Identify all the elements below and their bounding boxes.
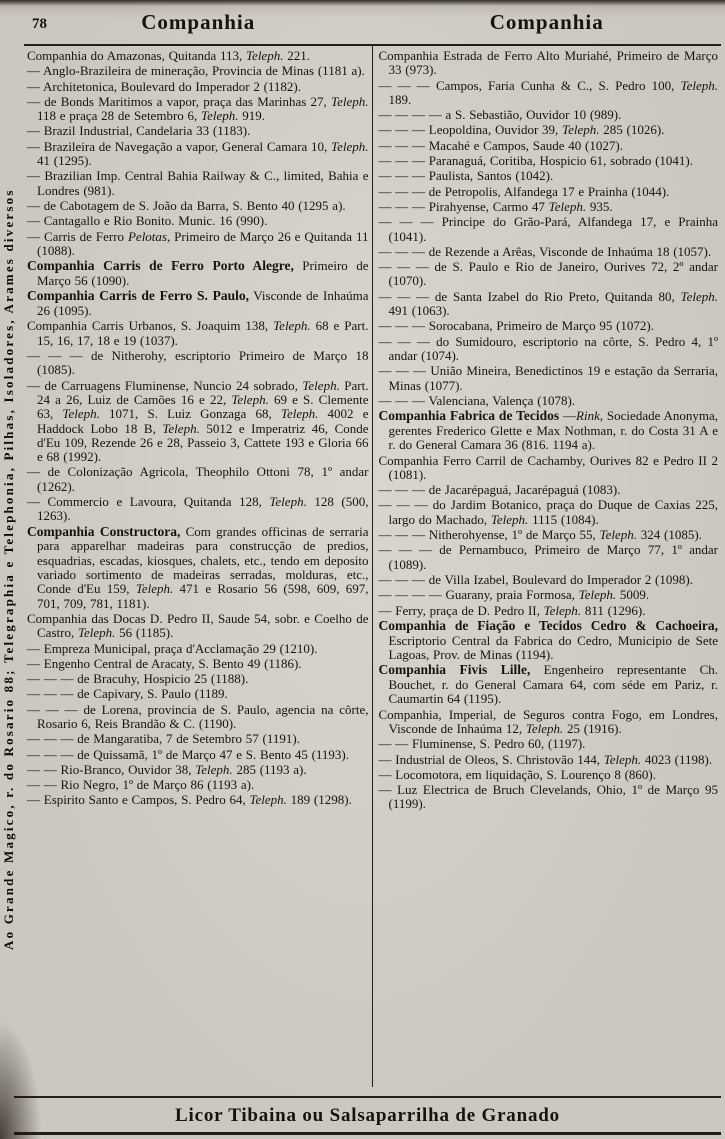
entry-text: — Luz Electrica de Bruch Clevelands, Ohio, 1º de Março 95 (1199). — [378, 782, 718, 812]
entry-text: — — — de Nitherohy, escriptorio Primeiro de Março 18 (1085). — [27, 348, 369, 378]
entry-text: 56 (1185). — [115, 625, 174, 641]
directory-entry — [379, 483, 719, 497]
footer-rule-bottom — [14, 1132, 721, 1135]
entry-text: 491 (1063). — [388, 303, 450, 319]
entry-text: — — — do Jardim Botanico, praça do Duque de Caxias 225, largo do Machado, — [378, 497, 718, 527]
entry-text: Rink — [576, 408, 600, 424]
entry-text: — — — de Lorena, provincia de S. Paulo, agencia na côrte, Rosario 6, Reis Brandão & C. (1190). — [27, 701, 369, 731]
entry-text: — — — Valenciana, Valença (1078). — [378, 392, 576, 408]
entry-text: — — — de Petropolis, Alfandega 17 e Prainha (1044). — [378, 183, 670, 199]
directory-entry — [379, 169, 719, 183]
directory-entry — [379, 335, 719, 364]
entry-text: 285 (1193 a). — [232, 761, 307, 777]
entry-text: 471 e Rosario 56 (598, 609, 697, 701, 709, 781, 1181). — [37, 581, 369, 611]
entry-text: — — — Paulista, Santos (1042). — [378, 168, 554, 184]
directory-entry — [27, 349, 369, 378]
entry-text: — — — de S. Paulo e Rio de Janeiro, Ourives 72, 2º andar (1070). — [378, 259, 718, 289]
entry-text: 221. — [283, 48, 310, 63]
left-column — [24, 46, 373, 1087]
entry-text: 189. — [388, 91, 412, 107]
entry-text: 1071, S. Luiz Gonzaga 68, — [99, 406, 281, 422]
entry-text: — — — de Bracuhy, Hospicio 25 (1188). — [27, 671, 249, 687]
entry-text: 919. — [238, 108, 265, 124]
entry-text: Companhia Fabrica de Tecidos — [378, 408, 560, 424]
directory-entry — [27, 525, 369, 611]
entry-text: Companhia Constructora, — [27, 523, 181, 539]
entry-text: , Sociedade Anonyma, gerentes Frederico Glette e Max Nothman, r. do Costa 31 A e r. do General Camara 36 (816. 1194 a). — [388, 408, 718, 453]
directory-entry — [27, 778, 369, 792]
entry-text: Teleph. — [249, 792, 287, 808]
directory-entry — [379, 768, 719, 782]
entry-text: — — — Leopoldina, Ouvidor 39, — [378, 122, 563, 138]
entry-text: Teleph. — [135, 581, 174, 597]
entry-text: — — — de Santa Izabel do Rio Preto, Quitanda 80, — [378, 288, 681, 304]
directory-entry — [379, 619, 719, 662]
directory-entry — [27, 64, 369, 78]
entry-text: Part. 24 a 26, Luiz de Camões 16 e 22, — [37, 377, 369, 407]
directory-entry — [27, 199, 369, 213]
directory-entry — [27, 49, 369, 63]
entry-text: Companhia de Fiação e Tecidos Cedro & Cachoeira, — [378, 617, 718, 633]
entry-text: — — — Nitherohyense, 1º de Março 55, — [378, 527, 600, 543]
entry-text: Engenheiro representante Ch. Bouchet, r. do General Camara 64, com séde em Pariz, r. Caumartin 64 (1195). — [388, 662, 718, 707]
directory-entry — [379, 154, 719, 168]
running-head-left: Companhia — [141, 10, 256, 34]
entry-text: — — — Pirahyense, Carmo 47 — [378, 198, 549, 214]
page-number: 78 — [32, 16, 47, 32]
entry-text: Companhia do Amazonas, Quitanda 113, — [27, 48, 247, 63]
entry-text: 935. — [586, 198, 613, 214]
entry-text: — — — Sorocabana, Primeiro de Março 95 (1072). — [378, 318, 654, 334]
directory-entry — [27, 379, 369, 465]
entry-text: — — — de Rezende a Arêas, Visconde de Inhaúma 18 (1057). — [378, 243, 712, 259]
entry-text: Teleph. — [578, 587, 617, 603]
directory-entry — [27, 672, 369, 686]
directory-entry — [27, 495, 369, 524]
entry-text: Teleph. — [269, 494, 307, 509]
directory-entry — [379, 588, 719, 602]
directory-entry — [27, 465, 369, 494]
directory-entry — [27, 642, 369, 656]
entry-text: Primeiro de Março 56 (1090). — [37, 258, 369, 288]
directory-entry — [379, 215, 719, 244]
directory-entry — [379, 139, 719, 153]
directory-entry — [27, 793, 369, 807]
entry-text: 4002 e Haddock Lobo 18 B, — [37, 406, 369, 436]
entry-text: Com grandes officinas de serraria para apparelhar madeiras para construcção de predios, esquadrias, escadas, kiosques, chalets, etc., tendo em deposito variado sortimento de madeiras serradas, molduras, etc., Conde d'Eu 159, — [37, 523, 369, 597]
entry-text: — — Rio Negro, 1º de Março 86 (1193 a). — [27, 777, 255, 793]
directory-entry — [379, 260, 719, 289]
directory-entry — [379, 49, 719, 78]
entry-text: — de Bonds Maritimos a vapor, praça das Marinhas 27, — [27, 93, 332, 109]
entry-text: 285 (1026). — [599, 122, 665, 138]
entry-text: Teleph. — [273, 318, 311, 334]
entry-text: — Empreza Municipal, praça d'Acclamação 29 (1210). — [27, 640, 318, 656]
directory-entry — [27, 703, 369, 732]
entry-text: — — — Paranaguá, Coritiba, Hospicio 61, sobrado (1041). — [378, 153, 694, 169]
entry-text: — Brazilian Imp. Central Bahia Railway & C., limited, Bahia e Londres (981). — [27, 168, 369, 198]
entry-text: Companhia Fivis Lille, — [378, 662, 531, 678]
entry-text: — — — de Pernambuco, Primeiro de Março 77, 1º andar (1089). — [378, 542, 718, 572]
entry-text: — — — — Guarany, praia Formosa, — [378, 587, 579, 603]
entry-text: Teleph. — [603, 751, 642, 767]
entry-text: 4023 (1198). — [641, 751, 713, 767]
footer-ad-band — [14, 1096, 721, 1135]
directory-entry — [27, 657, 369, 671]
entry-text: Companhia Carris de Ferro Porto Alegre, — [27, 258, 294, 274]
entry-text: — — — do Sumidouro, escriptorio na côrte, S. Pedro 4, 1º andar (1074). — [378, 333, 718, 363]
directory-entry — [379, 783, 719, 812]
entry-text: — — Rio-Branco, Ouvidor 38, — [27, 761, 196, 777]
directory-entry — [27, 687, 369, 701]
directory-entry — [27, 169, 369, 198]
entry-text: — Brazileira de Navegação a vapor, General Camara 10, — [27, 138, 332, 154]
entry-text: 1115 (1084). — [528, 511, 599, 527]
directory-entry — [27, 230, 369, 259]
entry-text: Escriptorio Central da Fabrica do Cedro, Municipio de Sete Lagoas, Prov. de Minas (1194). — [388, 632, 718, 662]
entry-text: 69 e S. Clemente 63, — [37, 391, 369, 422]
directory-entry — [27, 612, 369, 641]
entry-text: — — — de Capivary, S. Paulo (1189. — [27, 686, 228, 702]
entry-text: 811 (1296). — [581, 602, 646, 618]
entry-text: Teleph. — [302, 377, 340, 393]
directory-entry — [27, 124, 369, 138]
entry-text: Companhia, Imperial, de Seguros contra Fogo, em Londres, Visconde de Inhaúma 12, — [378, 706, 718, 736]
directory-entry — [379, 663, 719, 706]
directory-entry — [379, 185, 719, 199]
directory-entry — [27, 214, 369, 228]
directory-entry — [27, 763, 369, 777]
entry-text: Teleph. — [77, 625, 116, 641]
entry-text: — — — de Quissamã, 1º de Março 47 e S. Bento 45 (1193). — [27, 746, 349, 762]
entry-text: — — — de Mangaratiba, 7 de Setembro 57 (1191). — [27, 731, 300, 747]
entry-text: Pelotas — [127, 228, 167, 244]
entry-text: , Primeiro de Março 26 e Quitanda 11 (1088). — [37, 228, 369, 258]
directory-entry — [379, 108, 719, 122]
directory-entry — [379, 498, 719, 527]
entry-text: Teleph. — [246, 48, 284, 63]
entry-text: 5012 e Imperatriz 46, Conde d'Eu 109, Rezende 26 e 28, Passeio 3, Cattete 193 e Gloria 66 e 68 (1992). — [37, 420, 369, 465]
entry-text: Teleph. — [562, 122, 600, 138]
directory-entry — [379, 753, 719, 767]
directory-entry — [379, 604, 719, 618]
scan-edge-shadow — [0, 0, 725, 6]
entry-text: — — — Principe do Grão-Pará, Alfandega 17, e Prainha (1041). — [378, 214, 718, 244]
directory-entry — [379, 290, 719, 319]
directory-entry — [27, 140, 369, 169]
directory-entry — [27, 80, 369, 94]
entry-text: Teleph. — [543, 602, 582, 618]
margin-vertical-ad: Ao Grande Magico, r. do Rosario 88; Telegraphia e Telephonia, Pilhas, Isoladores, Arames diversos — [1, 188, 16, 951]
entry-text: Teleph. — [599, 527, 637, 543]
entry-text: — — — Campos, Faria Cunha & C., S. Pedro 100, — [378, 77, 681, 93]
directory-entry — [379, 708, 719, 737]
entry-text: — de Carruagens Fluminense, Nuncio 24 sobrado, — [27, 377, 303, 393]
entry-text: — Brazil Industrial, Candelaria 33 (1183). — [27, 123, 251, 139]
directory-entry — [379, 528, 719, 542]
entry-text: 25 (1916). — [563, 721, 622, 736]
entry-text: — — — de Jacarépaguá, Jacarépaguá (1083). — [378, 482, 621, 498]
entry-text: Companhia Estrada de Ferro Alto Muriahé, Primeiro de Março 33 (973). — [378, 48, 718, 78]
directory-entry — [379, 573, 719, 587]
entry-text: Teleph. — [280, 406, 319, 422]
directory-entry — [379, 79, 719, 108]
entry-text: — de Cabotagem de S. João da Barra, S. Bento 40 (1295 a). — [27, 197, 346, 213]
directory-entry — [27, 289, 369, 318]
entry-text: Teleph. — [680, 77, 718, 93]
entry-text: — — [559, 408, 577, 424]
entry-text: Teleph. — [331, 138, 369, 154]
directory-entry — [379, 409, 719, 452]
directory-columns — [24, 44, 721, 1087]
entry-text: 5009. — [616, 587, 650, 603]
entry-text: 128 (500, 1263). — [37, 494, 369, 524]
entry-text: Teleph. — [680, 288, 718, 304]
entry-text: — Architetonica, Boulevard do Imperador 2 (1182). — [27, 78, 301, 94]
entry-text: Teleph. — [525, 721, 564, 736]
entry-text: Visconde de Inhaúma 26 (1095). — [37, 288, 369, 319]
directory-entry — [379, 454, 719, 483]
entry-text: — de Colonização Agricola, Theophilo Ottoni 78, 1º andar (1262). — [27, 464, 369, 494]
directory-entry — [379, 245, 719, 259]
entry-text: 68 e Part. 15, 16, 17, 18 e 19 (1037). — [37, 318, 369, 348]
directory-entry — [379, 123, 719, 137]
entry-text: 41 (1295). — [37, 153, 92, 169]
entry-text: — Anglo-Brazileira de mineração, Provincia de Minas (1181 a). — [27, 63, 365, 79]
entry-text: — — — Macahé e Campos, Saude 40 (1027). — [378, 137, 623, 153]
footer-ad-text: Licor Tibaina ou Salsaparrilha de Granado — [175, 1105, 560, 1126]
entry-text: Companhia Ferro Carril de Cachamby, Ourives 82 e Pedro II 2 (1081). — [378, 452, 718, 482]
directory-entry — [27, 732, 369, 746]
entry-text: Companhia Carris de Ferro S. Paulo, — [27, 288, 249, 304]
directory-entry — [379, 737, 719, 751]
entry-text: Teleph. — [548, 198, 587, 214]
entry-text: — — — — a S. Sebastião, Ouvidor 10 (989). — [378, 107, 622, 123]
entry-text: 324 (1085). — [637, 527, 702, 543]
entry-text: — Carris de Ferro — [27, 228, 128, 244]
entry-text: — — — de Villa Izabel, Boulevard do Imperador 2 (1098). — [378, 571, 693, 587]
page-header — [24, 10, 721, 42]
entry-text: Teleph. — [62, 406, 100, 422]
directory-entry — [27, 95, 369, 124]
directory-entry — [27, 259, 369, 288]
entry-text: — — — União Mineira, Benedictinos 19 e estação da Serraria, Minas (1077). — [378, 363, 718, 393]
entry-text: — Cantagallo e Rio Bonito. Munic. 16 (990). — [27, 213, 268, 229]
entry-text: Teleph. — [331, 93, 369, 109]
entry-text: Teleph. — [201, 108, 239, 124]
running-head-right: Companhia — [489, 10, 604, 34]
entry-text: Teleph. — [162, 420, 200, 436]
entry-text: — Engenho Central de Aracaty, S. Bento 49 (1186). — [27, 655, 302, 671]
entry-text: Companhia das Docas D. Pedro II, Saude 54, sobr. e Coelho de Castro, — [27, 610, 369, 641]
entry-text: Teleph. — [490, 511, 529, 527]
directory-entry — [379, 200, 719, 214]
entry-text: — Locomotora, em liquidação, S. Lourenço 8 (860). — [378, 766, 657, 782]
entry-text: — Ferry, praça de D. Pedro II, — [378, 602, 544, 618]
entry-text: — Commercio e Lavoura, Quitanda 128, — [27, 494, 270, 509]
directory-entry — [379, 319, 719, 333]
directory-entry — [379, 394, 719, 408]
directory-entry — [27, 319, 369, 348]
entry-text: Teleph. — [195, 761, 233, 777]
entry-text: — Industrial de Oleos, S. Christovão 144, — [378, 751, 604, 767]
entry-text: — Espirito Santo e Campos, S. Pedro 64, — [27, 792, 250, 808]
entry-text: 118 e praça 28 de Setembro 6, — [37, 108, 202, 124]
entry-text: Companhia Carris Urbanos, S. Joaquim 138, — [27, 318, 274, 334]
right-column — [373, 46, 722, 1087]
entry-text: 189 (1298). — [286, 792, 352, 808]
entry-text: Teleph. — [231, 391, 269, 407]
directory-entry — [379, 364, 719, 393]
directory-entry — [27, 748, 369, 762]
directory-entry — [379, 543, 719, 572]
entry-text: — — Fluminense, S. Pedro 60, (1197). — [378, 736, 586, 752]
